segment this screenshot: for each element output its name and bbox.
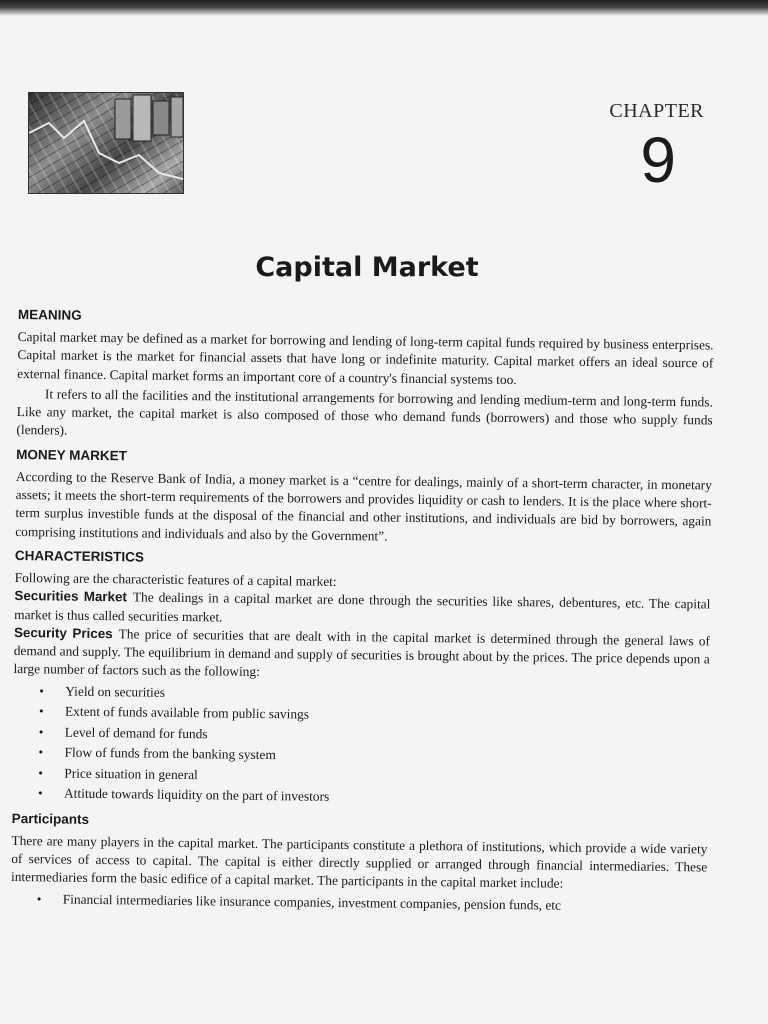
list-item: • Yield on securities [13,681,709,710]
page-content [11,306,714,924]
section-heading-participants: Participants [11,810,90,827]
list-item: • Level of demand for funds [13,722,709,751]
money-market-paragraph: According to the Reserve Bank of India, a money market is a “centre for dealings, mainly of a short-term character, in monetary assets; it meets the short-term requirements of the borrowers and provides liquidity or cash to lenders. It is the place where short-term surplus investible funds at the disposal of the financial and other institutions, and individuals are bid by borrowers, again comprising institutions and individuals and also by the Government”. [15,468,712,544]
section-meaning [16,306,714,448]
list-item: • Price situation in general [12,763,708,792]
section-participants [11,810,708,918]
meaning-paragraph-1: Capital market may be defined as a market for borrowing and lending of long-term capital funds required by business enterprises. Capital market is the market for financial assets that have long or indefinite maturity. Capital market offers an ideal source of external finance. Capital market forms an important core of a country's financial systems too. [17,328,714,387]
list-item: • Flow of funds from the banking system [12,742,708,771]
section-heading-characteristics: CHARACTERISTICS [14,547,145,565]
page-title: Capital Market [255,252,479,283]
price-factors-list [12,681,709,812]
section-money-market [15,446,712,550]
chapter-label: CHAPTER [609,100,704,122]
chapter-illustration [28,92,184,194]
securities-market-text: The dealings in a capital market are done through the securities like shares, debentures, etc. The capital market is thus called securities market. [14,589,711,625]
security-prices-text: The price of securities that are dealt with in the capital market is determined through the general laws of demand and supply. The equilibrium in demand and supply of securities is brought about by the prices. The price depends upon a large number of factors such as the following: [13,626,711,680]
security-prices-paragraph [13,624,710,687]
characteristics-intro: Following are the characteristic features of a capital market: [14,569,337,589]
page-top-edge-shadow [0,0,768,16]
list-item: • Financial intermediaries like insurance companies, investment companies, pension funds, etc [11,889,707,918]
meaning-paragraph-2: It refers to all the facilities and the institutional arrangements for borrowing and lending medium-term and long-term funds. Like any market, the capital market is also composed of those who demand funds (borrowers) and those who supply funds (lenders). [16,386,713,439]
participants-paragraph: There are many players in the capital market. The participants constitute a plethora of institutions, which provide a wide variety of services of access to capital. The capital is either directly supplied or arranged through financial intermediaries. These intermediaries form the basic edifice of a capital market. The participants in the capital market include: [10,832,708,892]
list-item: • Attitude towards liquidity on the part of investors [12,783,708,812]
section-characteristics [12,547,711,812]
list-item: • Extent of funds available from public savings [13,701,709,730]
section-heading-money-market: MONEY MARKET [16,446,128,464]
security-prices-heading: Security Prices [13,624,113,642]
section-heading-meaning: MEANING [17,306,82,323]
chapter-number: 9 [640,124,676,196]
securities-market-heading: Securities Market [14,588,127,605]
